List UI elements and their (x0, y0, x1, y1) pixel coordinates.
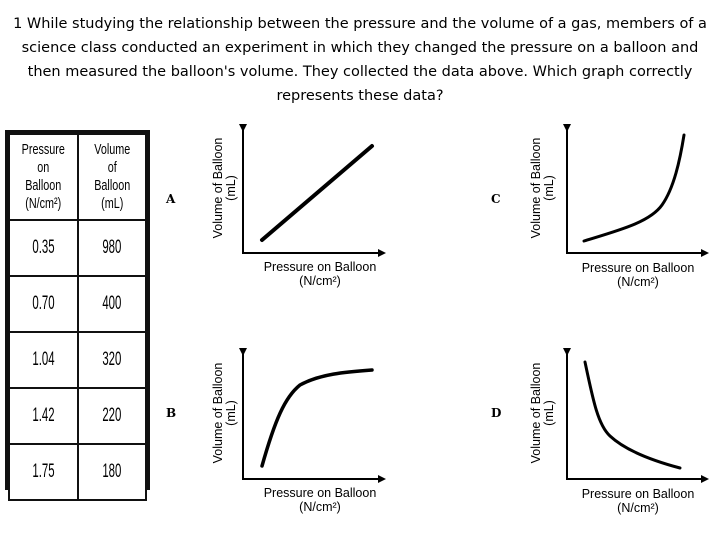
option-d-letter: D (491, 406, 502, 420)
graph-d (529, 352, 705, 515)
graph-a (211, 128, 382, 288)
graph-a-xlabel-1: Pressure on Balloon (263, 260, 377, 274)
option-c-letter: C (491, 192, 501, 206)
graph-a-xlabel-2: (N/cm²) (299, 274, 341, 288)
cell-pressure: 1.04 (9, 332, 78, 388)
graph-b-curve (262, 370, 372, 466)
graph-c-axes (567, 128, 705, 253)
graph-c-curve (584, 135, 684, 241)
graph-b-xlabel-2: (N/cm²) (299, 500, 341, 514)
cell-volume: 980 (78, 220, 147, 276)
graph-b-ylabel-1: Volume of Balloon (211, 362, 225, 464)
graph-d-curve (585, 362, 680, 468)
graph-b-xlabel-1: Pressure on Balloon (263, 486, 377, 500)
option-b-letter: B (166, 406, 177, 420)
header-volume-line2: Balloon (mL) (93, 177, 130, 212)
cell-volume: 180 (78, 444, 147, 500)
graph-d-xlabel-1: Pressure on Balloon (581, 487, 695, 501)
cell-pressure: 0.70 (9, 276, 78, 332)
graph-d-ylabel-2: (mL) (542, 400, 556, 426)
graph-b (211, 352, 382, 514)
cell-pressure: 0.35 (9, 220, 78, 276)
graph-d-xlabel-2: (N/cm²) (617, 501, 659, 515)
graph-c-xlabel-1: Pressure on Balloon (581, 261, 695, 275)
cell-pressure: 1.42 (9, 388, 78, 444)
graph-b-ylabel-2: (mL) (224, 400, 238, 426)
graph-c-ylabel-2: (mL) (542, 175, 556, 201)
graph-a-ylabel-1: Volume of Balloon (211, 137, 225, 239)
graph-d-ylabel-1: Volume of Balloon (529, 362, 543, 464)
graph-c-ylabel-1: Volume of Balloon (529, 137, 543, 239)
question-text: 1 While studying the relationship between the pressure and the volume of a gas, members of a science class conducted an experiment in which they changed the pressure on a balloon and then measured the balloon's volume. They collected the data above. Which graph correctly represents these data? (13, 16, 707, 104)
cell-volume: 320 (78, 332, 147, 388)
header-volume-line1: Volume of (93, 141, 130, 176)
header-pressure-line1: Pressure on (21, 141, 65, 176)
graph-c (529, 128, 705, 289)
header-pressure-line2: Balloon (N/cm²) (25, 177, 62, 212)
graph-a-curve (262, 146, 372, 240)
graph-a-axes (243, 128, 382, 253)
cell-volume: 220 (78, 388, 147, 444)
cell-volume: 400 (78, 276, 147, 332)
cell-pressure: 1.75 (9, 444, 78, 500)
graph-a-ylabel-2: (mL) (224, 175, 238, 201)
graph-c-xlabel-2: (N/cm²) (617, 275, 659, 289)
option-a-letter: A (166, 192, 176, 206)
